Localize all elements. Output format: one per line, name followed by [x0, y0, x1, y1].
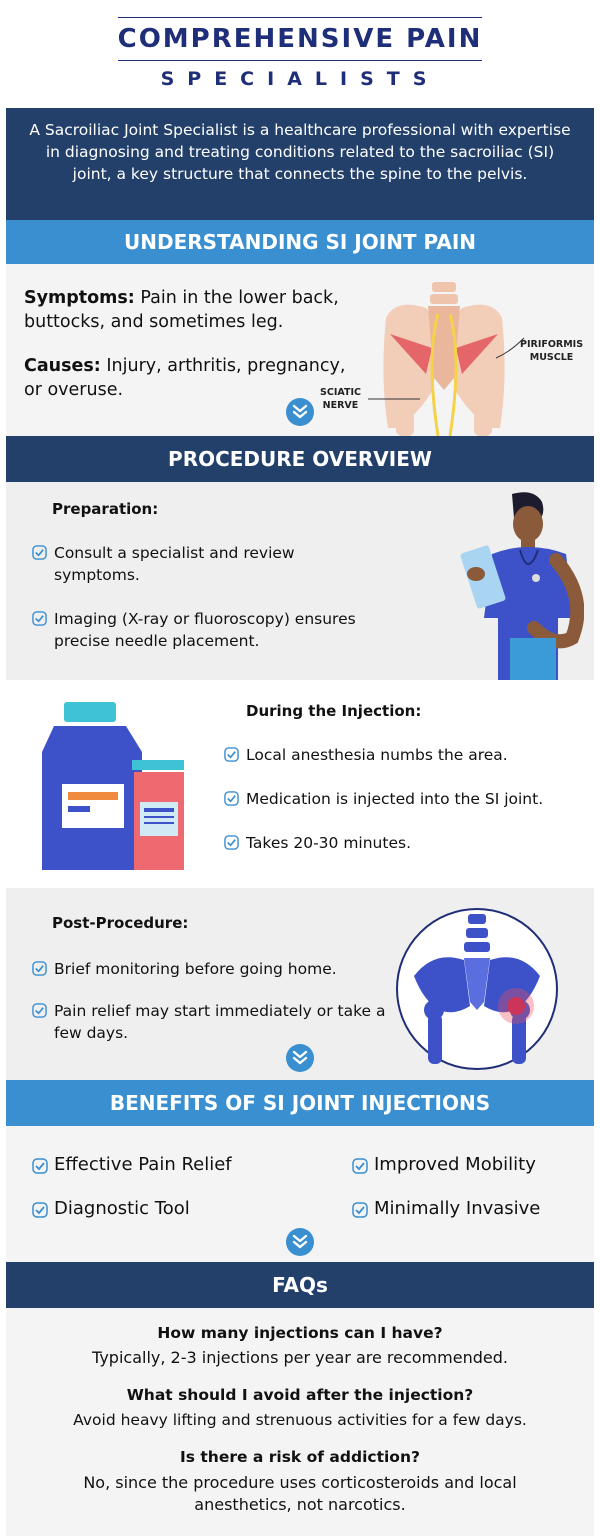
post-procedure-item: Pain relief may start immediately or take a few days.: [32, 1000, 392, 1044]
piriformis-label: PIRIFORMIS MUSCLE: [520, 339, 584, 363]
causes-description: Injury, arthritis, pregnancy, or overuse.: [24, 356, 346, 400]
doctor-illustration: [454, 488, 584, 680]
check-icon: [224, 747, 239, 762]
chevron-down-icon: [286, 1228, 314, 1256]
preparation-item: Consult a specialist and review symptoms.: [32, 542, 352, 586]
faqs-section: [6, 1308, 594, 1536]
pelvis-anatomy-illustration: [376, 278, 512, 436]
preparation-item: Imaging (X-ray or fluoroscopy) ensures precise needle placement.: [32, 608, 412, 652]
check-icon: [32, 545, 47, 560]
check-icon: [32, 1003, 47, 1018]
benefit-item: Minimally Invasive: [352, 1198, 540, 1219]
faqs-heading: FAQs: [6, 1262, 594, 1308]
check-icon: [224, 791, 239, 806]
understanding-section: [6, 264, 594, 436]
benefits-section: [6, 1126, 594, 1262]
symptoms-text: [24, 286, 364, 334]
brand-title: COMPREHENSIVE PAIN: [117, 24, 483, 54]
causes-text: [24, 354, 364, 402]
preparation-title: Preparation:: [52, 500, 159, 518]
chevron-down-icon: [286, 398, 314, 426]
during-item: Local anesthesia numbs the area.: [224, 744, 584, 766]
faq-answer: No, since the procedure uses corticosteroids and local anesthetics, not narcotics.: [83, 1473, 517, 1514]
benefit-item: Improved Mobility: [352, 1154, 536, 1175]
during-section: [6, 680, 594, 888]
sciatic-label: SCIATIC NERVE: [320, 387, 361, 411]
medicine-bottle-illustration: [40, 700, 190, 872]
sciatic-pointer: [368, 394, 420, 404]
hip-joint-illustration: [394, 906, 560, 1072]
brand-subtitle: SPECIALISTS: [160, 68, 440, 90]
check-icon: [352, 1158, 368, 1174]
check-icon: [32, 1158, 48, 1174]
post-procedure-section: [6, 888, 594, 1080]
post-procedure-title: Post-Procedure:: [52, 914, 189, 932]
during-item: Takes 20-30 minutes.: [224, 832, 584, 854]
intro-text: A Sacroiliac Joint Specialist is a healthcare professional with expertise in diagnosing and treating conditions related to the sacroiliac (SI) joint, a key structure that connects the spine to the pelvis.: [6, 108, 594, 220]
understanding-heading: UNDERSTANDING SI JOINT PAIN: [6, 220, 594, 264]
faq-question: What should I avoid after the injection?: [126, 1386, 474, 1404]
header-rule-middle: [118, 60, 482, 61]
check-icon: [32, 611, 47, 626]
check-icon: [32, 961, 47, 976]
faq-answer: Typically, 2-3 injections per year are recommended.: [92, 1348, 508, 1367]
post-procedure-item: Brief monitoring before going home.: [32, 958, 392, 980]
infographic: [6, 0, 594, 1536]
check-icon: [224, 835, 239, 850]
symptoms-label: Symptoms:: [24, 288, 135, 308]
benefit-item: Diagnostic Tool: [32, 1198, 190, 1219]
causes-label: Causes:: [24, 356, 101, 376]
during-item: Medication is injected into the SI joint.: [224, 788, 594, 810]
check-icon: [352, 1202, 368, 1218]
header-rule-top: [118, 17, 482, 18]
symptoms-description: Pain in the lower back, buttocks, and sometimes leg.: [24, 288, 339, 332]
check-icon: [32, 1202, 48, 1218]
faq-question: Is there a risk of addiction?: [180, 1448, 420, 1466]
header: [6, 0, 594, 108]
during-title: During the Injection:: [246, 702, 422, 720]
faq-question: How many injections can I have?: [157, 1324, 443, 1342]
chevron-down-icon: [286, 1044, 314, 1072]
benefit-item: Effective Pain Relief: [32, 1154, 232, 1175]
preparation-section: [6, 482, 594, 680]
procedure-heading: PROCEDURE OVERVIEW: [6, 436, 594, 482]
benefits-heading: BENEFITS OF SI JOINT INJECTIONS: [6, 1080, 594, 1126]
faq-answer: Avoid heavy lifting and strenuous activities for a few days.: [73, 1411, 527, 1429]
